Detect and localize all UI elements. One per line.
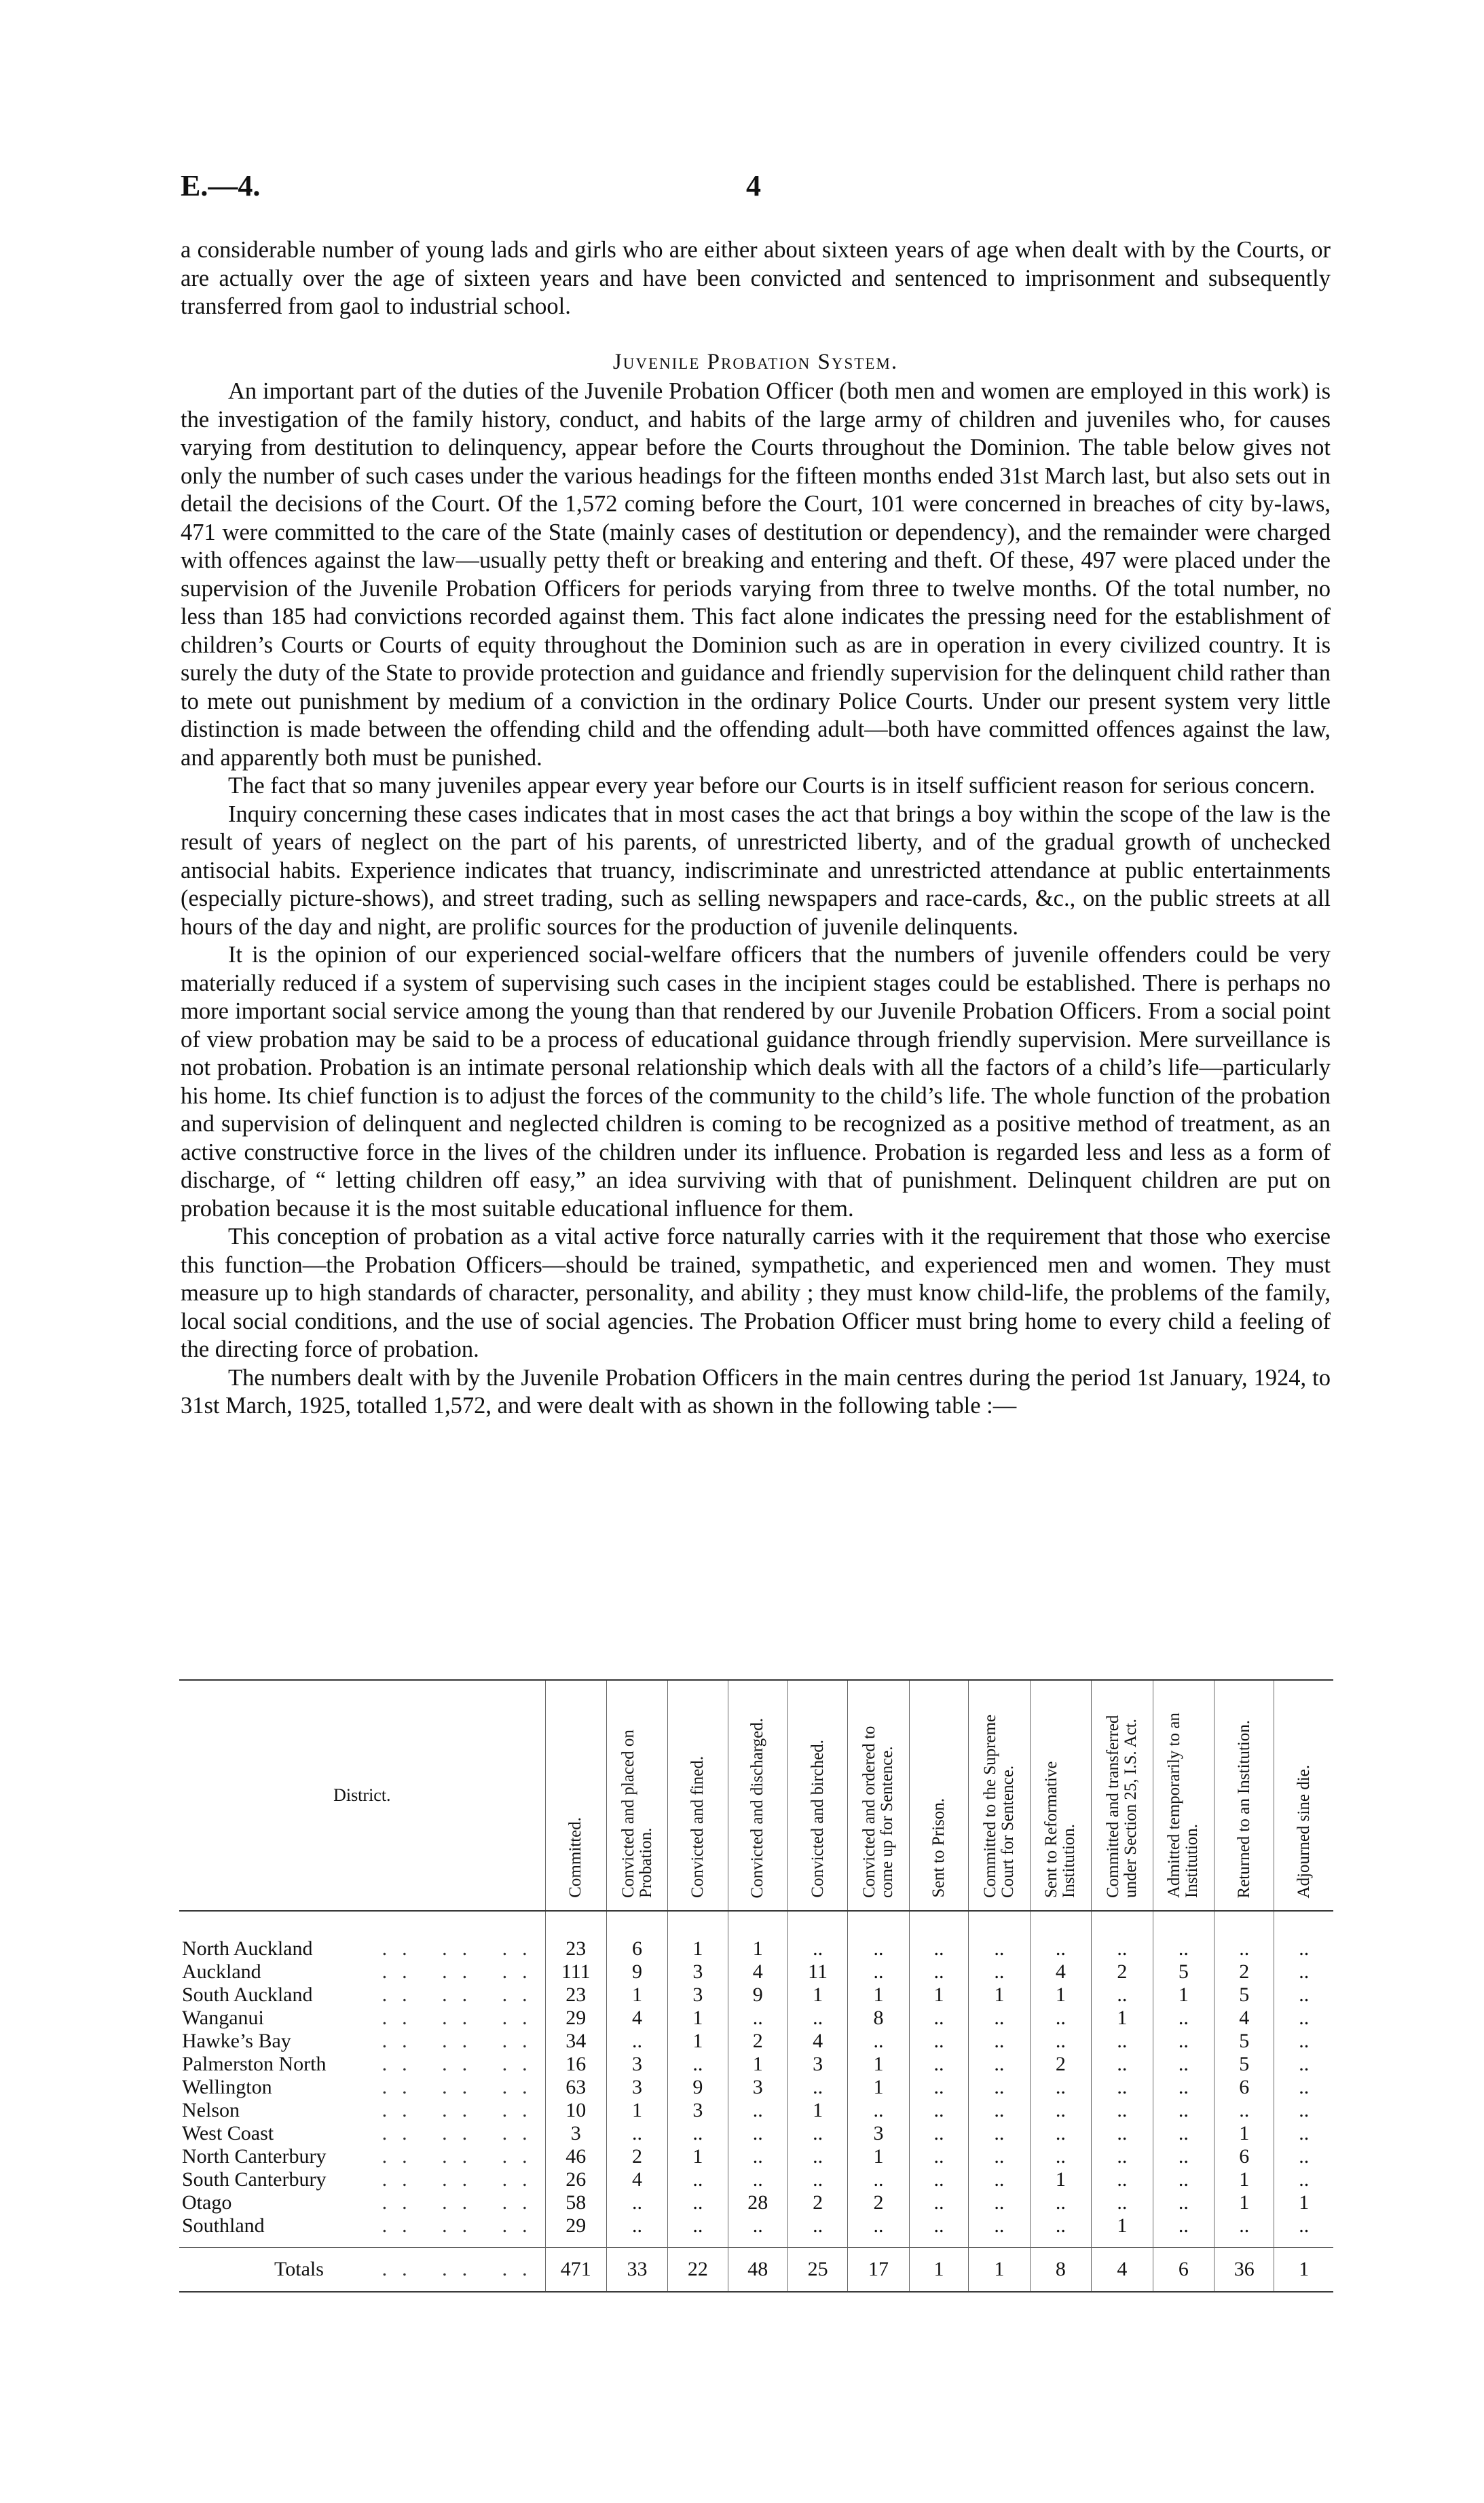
table-cell: .. <box>1092 2191 1153 2214</box>
table-cell: 34 <box>545 2030 606 2053</box>
table-cell: 6 <box>1214 2076 1274 2099</box>
table-cell: 2 <box>1214 1960 1274 1984</box>
column-header: Admitted temporarily to an Institution. <box>1153 1680 1214 1911</box>
table-cell: .. <box>1153 2122 1214 2145</box>
table-cell: .. <box>1214 1911 1274 1960</box>
table-cell: 1 <box>848 2145 909 2168</box>
table-cell: 9 <box>728 1984 787 2007</box>
totals-cell: 471 <box>545 2248 606 2292</box>
table-cell: .. <box>1153 2053 1214 2076</box>
table-cell: .. <box>728 2122 787 2145</box>
table-cell: .. <box>1092 2168 1153 2191</box>
table-row <box>179 2053 1333 2076</box>
district-cell: Hawke’s Bay .. .. .. <box>182 2030 542 2052</box>
table-cell: 2 <box>728 2030 787 2053</box>
table-cell: 1 <box>848 2053 909 2076</box>
table-row <box>179 2076 1333 2099</box>
table-cell: .. <box>1030 2214 1091 2248</box>
district-cell: Southland .. .. .. <box>182 2214 542 2237</box>
table-cell: .. <box>969 2191 1030 2214</box>
table-cell: .. <box>787 2122 847 2145</box>
table-cell: 26 <box>545 2168 606 2191</box>
table-row <box>179 2214 1333 2248</box>
column-header: Convicted and birched. <box>787 1680 847 1911</box>
table-cell: .. <box>787 2007 847 2030</box>
table-cell: .. <box>909 2053 968 2076</box>
table-cell: .. <box>606 2214 667 2248</box>
table-cell: 4 <box>1214 2007 1274 2030</box>
table-cell: .. <box>1092 2076 1153 2099</box>
table-row <box>179 2007 1333 2030</box>
table-cell: 8 <box>848 2007 909 2030</box>
table-cell: .. <box>1092 2145 1153 2168</box>
district-cell: North Auckland .. .. .. <box>182 1937 542 1960</box>
table-cell: .. <box>1092 2030 1153 2053</box>
table-cell: .. <box>1274 1984 1333 2007</box>
table-cell: 2 <box>1092 1960 1153 1984</box>
table-cell: .. <box>969 2007 1030 2030</box>
table-cell: .. <box>1030 2007 1091 2030</box>
table-cell: 1 <box>1274 2191 1333 2214</box>
table-cell: 1 <box>668 1911 728 1960</box>
table-cell: 4 <box>787 2030 847 2053</box>
table-cell: 2 <box>787 2191 847 2214</box>
table-cell: .. <box>969 2076 1030 2099</box>
table-cell: 2 <box>848 2191 909 2214</box>
table-cell: .. <box>1153 2145 1214 2168</box>
table-row <box>179 2030 1333 2053</box>
table-header-row <box>179 1680 1333 1911</box>
table-cell: .. <box>1092 2053 1153 2076</box>
table-cell: .. <box>969 1911 1030 1960</box>
table-cell: .. <box>668 2053 728 2076</box>
district-cell: Auckland .. .. .. <box>182 1960 542 1983</box>
totals-cell: 33 <box>606 2248 667 2292</box>
table-cell: .. <box>909 1960 968 1984</box>
table-cell: .. <box>1274 2168 1333 2191</box>
table-cell: .. <box>969 2099 1030 2122</box>
table-cell: .. <box>969 2030 1030 2053</box>
table-cell: .. <box>787 2214 847 2248</box>
table-cell: 1 <box>787 1984 847 2007</box>
table-cell: 2 <box>1030 2053 1091 2076</box>
table-cell: 4 <box>728 1960 787 1984</box>
totals-cell: 1 <box>909 2248 968 2292</box>
table-cell: .. <box>668 2168 728 2191</box>
paragraph: An important part of the duties of the Juvenile Probation Officer (both men and women are employed in this work) is the investigation of the family history, conduct, and habits of the large army of children and juveniles who, for causes varying from destitution to delinquency, appear before the Courts throughout the Dominion. The table below gives not only the number of such cases under the various headings for the fifteen months ended 31st March last, but also sets out in detail the decisions of the Court. Of the 1,572 coming before the Court, 101 were concerned in breaches of city by-laws, 471 were committed to the care of the State (mainly cases of destitution or dependency), and the remainder were charged with offences against the law—usually petty theft or breaking and entering and theft. Of these, 497 were placed under the supervision of the Juvenile Probation Officers for periods varying from three to twelve months. Of the total number, no less than 185 had convictions recorded against them. This fact alone indicates the pressing need for the establishment of children’s Courts or Courts of equity throughout the Dominion such as are in operation in every civilized country. It is surely the duty of the State to provide protection and guidance and friendly supervision for the delinquent child rather than to mete out punishment by medium of a conviction in the ordinary Police Courts. Under our present system very little distinction is made between the offending child and the offending adult—both have committed offences against the law, and apparently both must be punished. <box>181 378 1331 771</box>
table-cell: .. <box>1274 2145 1333 2168</box>
column-header: Sent to Prison. <box>909 1680 968 1911</box>
table-cell: 16 <box>545 2053 606 2076</box>
district-cell: Wellington .. .. .. <box>182 2076 542 2098</box>
table-cell: 3 <box>606 2053 667 2076</box>
table-cell: 46 <box>545 2145 606 2168</box>
table-cell: .. <box>1274 2053 1333 2076</box>
table-cell: .. <box>848 2030 909 2053</box>
table-cell: .. <box>728 2099 787 2122</box>
table-cell: .. <box>909 2099 968 2122</box>
table-cell: 1 <box>1030 1984 1091 2007</box>
table-cell: 5 <box>1214 2030 1274 2053</box>
table-cell: .. <box>606 2191 667 2214</box>
table-cell: 3 <box>848 2122 909 2145</box>
table-cell: 1 <box>909 1984 968 2007</box>
table-cell: 1 <box>787 2099 847 2122</box>
totals-cell: 17 <box>848 2248 909 2292</box>
probation-table <box>179 1679 1333 2293</box>
table-cell: .. <box>787 2145 847 2168</box>
table-cell: .. <box>909 2214 968 2248</box>
table-cell: 58 <box>545 2191 606 2214</box>
totals-cell: 8 <box>1030 2248 1091 2292</box>
column-header: Committed and transferred under Section 25, I.S. Act. <box>1092 1680 1153 1911</box>
column-header: Convicted and placed on Probation. <box>606 1680 667 1911</box>
table-cell: .. <box>606 2122 667 2145</box>
table-row <box>179 1960 1333 1984</box>
table-row <box>179 2099 1333 2122</box>
totals-cell: 6 <box>1153 2248 1214 2292</box>
table-cell: .. <box>668 2122 728 2145</box>
column-header: Adjourned sine die. <box>1274 1680 1333 1911</box>
paragraph-continued: a considerable number of young lads and girls who are either about sixteen years of age when dealt with by the Courts, or are actually over the age of sixteen years and have been convicted and sentenced to imprisonment and subsequently transferred from gaol to industrial school. <box>181 237 1331 319</box>
body-text <box>181 236 1331 1421</box>
table-row <box>179 1911 1333 1960</box>
table-cell: .. <box>1030 1911 1091 1960</box>
column-header: Returned to an Institution. <box>1214 1680 1274 1911</box>
table-cell: .. <box>1092 2122 1153 2145</box>
table-cell: 1 <box>1153 1984 1214 2007</box>
table-cell: .. <box>1214 2214 1274 2248</box>
table-cell: .. <box>848 1911 909 1960</box>
table-cell: 1 <box>848 1984 909 2007</box>
table-cell: .. <box>1030 2122 1091 2145</box>
district-cell: North Canterbury .. .. .. <box>182 2145 542 2168</box>
table-cell: .. <box>1274 1960 1333 1984</box>
table-cell: .. <box>1274 2076 1333 2099</box>
table-cell: 2 <box>606 2145 667 2168</box>
table-cell: 1 <box>668 2030 728 2053</box>
paragraph: It is the opinion of our experienced social-welfare officers that the numbers of juvenile offenders could be very materially reduced if a system of supervising such cases in the incipient stages could be established. There is perhaps no more important social service among the young than that rendered by our Juvenile Probation Officers. From a social point of view probation may be said to be a process of educational guidance through friendly supervision. Mere surveillance is not probation. Probation is an intimate personal relationship which deals with all the factors of a child’s life—particularly his home. Its chief function is to adjust the forces of the community to the child’s life. The whole function of the probation and supervision of delinquent and neglected children is coming to be recognized as a positive method of treatment, as an active constructive force in the lives of the children under its influence. Probation is regarded less and less as a form of discharge, of “ letting children off easy,” an idea surviving with that of punishment. Delinquent children are put on probation because it is the most suitable educational influence for them. <box>181 942 1331 1222</box>
table-cell: 1 <box>668 2145 728 2168</box>
table-cell: .. <box>1092 2099 1153 2122</box>
column-header-district: District. <box>179 1680 545 1911</box>
paragraph: This conception of probation as a vital active force naturally carries with it the requirement that those who exercise this function—the Probation Officers—should be trained, sympathetic, and experienced men and women. They must measure up to high standards of character, personality, and ability ; they must know child-life, the problems of the family, local social conditions, and the use of social agencies. The Probation Officer must bring home to every child a feeling of the directing force of probation. <box>181 1224 1331 1362</box>
table-cell: .. <box>1274 2099 1333 2122</box>
table-cell: 3 <box>668 1960 728 1984</box>
table-cell: 1 <box>848 2076 909 2099</box>
table-cell: .. <box>909 2076 968 2099</box>
table-cell: .. <box>969 1960 1030 1984</box>
table-cell: .. <box>1153 2099 1214 2122</box>
table-cell: .. <box>787 1911 847 1960</box>
table-cell: 3 <box>606 2076 667 2099</box>
table-cell: .. <box>668 2214 728 2248</box>
table-cell: 63 <box>545 2076 606 2099</box>
page-header <box>181 168 1327 209</box>
totals-cell: 25 <box>787 2248 847 2292</box>
table-cell: .. <box>1214 2099 1274 2122</box>
table-cell: .. <box>728 2145 787 2168</box>
table-cell: 29 <box>545 2214 606 2248</box>
totals-cell: 1 <box>1274 2248 1333 2292</box>
table-row <box>179 2168 1333 2191</box>
table-cell: .. <box>606 2030 667 2053</box>
table-row <box>179 1984 1333 2007</box>
district-cell: Otago .. .. .. <box>182 2191 542 2214</box>
table-cell: .. <box>728 2214 787 2248</box>
table-cell: .. <box>1030 2099 1091 2122</box>
table-cell: .. <box>969 2214 1030 2248</box>
table-cell: 5 <box>1214 2053 1274 2076</box>
district-cell: Palmerston North .. .. .. <box>182 2053 542 2075</box>
table-cell: .. <box>728 2168 787 2191</box>
page-number: 4 <box>746 169 761 202</box>
table-cell: .. <box>1153 1911 1214 1960</box>
table-cell: 28 <box>728 2191 787 2214</box>
table-cell: .. <box>1030 2030 1091 2053</box>
table-cell: .. <box>909 2122 968 2145</box>
table-cell: .. <box>1274 2007 1333 2030</box>
table-cell: 3 <box>668 2099 728 2122</box>
column-header: Convicted and ordered to come up for Sentence. <box>848 1680 909 1911</box>
table-cell: .. <box>909 2191 968 2214</box>
table-cell: .. <box>848 2168 909 2191</box>
table-cell: .. <box>848 1960 909 1984</box>
table-cell: .. <box>969 2145 1030 2168</box>
table-cell: 9 <box>668 2076 728 2099</box>
table-cell: .. <box>1153 2030 1214 2053</box>
table-cell: .. <box>1092 1984 1153 2007</box>
table-cell: 1 <box>728 1911 787 1960</box>
table-cell: 1 <box>728 2053 787 2076</box>
table-cell: 1 <box>1214 2122 1274 2145</box>
table-cell: 1 <box>1214 2168 1274 2191</box>
table-cell: .. <box>668 2191 728 2214</box>
table-cell: 1 <box>606 2099 667 2122</box>
column-header: Convicted and fined. <box>668 1680 728 1911</box>
district-cell: South Auckland .. .. .. <box>182 1984 542 2006</box>
paragraph: The numbers dealt with by the Juvenile Probation Officers in the main centres during the period 1st January, 1924, to 31st March, 1925, totalled 1,572, and were dealt with as shown in the following table :— <box>181 1364 1331 1419</box>
table-cell: .. <box>787 2168 847 2191</box>
district-cell: Nelson .. .. .. <box>182 2099 542 2121</box>
table-cell: .. <box>1153 2076 1214 2099</box>
table-cell: .. <box>1153 2214 1214 2248</box>
table-cell: .. <box>1030 2191 1091 2214</box>
table-cell: 3 <box>787 2053 847 2076</box>
column-header: Committed. <box>545 1680 606 1911</box>
table-cell: 6 <box>606 1911 667 1960</box>
table-cell: .. <box>909 2145 968 2168</box>
table-cell: 9 <box>606 1960 667 1984</box>
section-heading: Juvenile Probation System. <box>612 349 899 374</box>
paragraph: The fact that so many juveniles appear every year before our Courts is in itself sufficient reason for serious concern. <box>228 773 1316 799</box>
table-cell: .. <box>1153 2191 1214 2214</box>
table-cell: 3 <box>668 1984 728 2007</box>
totals-cell: 22 <box>668 2248 728 2292</box>
table-body <box>179 1911 1333 2292</box>
table-cell: 4 <box>606 2007 667 2030</box>
table-cell: 23 <box>545 1911 606 1960</box>
totals-cell: 36 <box>1214 2248 1274 2292</box>
table-row <box>179 2145 1333 2168</box>
table-cell: .. <box>1274 2214 1333 2248</box>
table-cell: 5 <box>1153 1960 1214 1984</box>
totals-label: Totals .. .. .. <box>179 2248 545 2292</box>
table-cell: 1 <box>1214 2191 1274 2214</box>
district-cell: South Canterbury .. .. .. <box>182 2168 542 2191</box>
report-reference: E.—4. <box>181 169 261 202</box>
column-header: Committed to the Supreme Court for Sentence. <box>969 1680 1030 1911</box>
statistics-table <box>179 1679 1333 2293</box>
table-cell: 1 <box>1092 2214 1153 2248</box>
table-cell: .. <box>909 2007 968 2030</box>
table-cell: .. <box>969 2122 1030 2145</box>
table-cell: .. <box>1274 1911 1333 1960</box>
table-cell: .. <box>1030 2076 1091 2099</box>
totals-row <box>179 2248 1333 2292</box>
table-cell: 23 <box>545 1984 606 2007</box>
table-cell: .. <box>909 2030 968 2053</box>
table-cell: 10 <box>545 2099 606 2122</box>
table-cell: .. <box>1153 2168 1214 2191</box>
table-cell: 1 <box>969 1984 1030 2007</box>
table-cell: .. <box>1030 2145 1091 2168</box>
table-cell: .. <box>1274 2122 1333 2145</box>
column-header: Sent to Reformative Institution. <box>1030 1680 1091 1911</box>
paragraph: Inquiry concerning these cases indicates that in most cases the act that brings a boy within the scope of the law is the result of years of neglect on the part of his parents, of unrestricted liberty, and of the gradual growth of unchecked antisocial habits. Experience indicates that truancy, indiscriminate and unrestricted attendance at public entertainments (especially picture-shows), and street trading, such as selling newspapers and race-cards, &c., on the public streets at all hours of the day and night, are prolific sources for the production of juvenile delinquents. <box>181 801 1331 940</box>
table-cell: 5 <box>1214 1984 1274 2007</box>
district-cell: West Coast .. .. .. <box>182 2122 542 2144</box>
table-cell: 1 <box>1092 2007 1153 2030</box>
table-cell: .. <box>969 2168 1030 2191</box>
table-row <box>179 2122 1333 2145</box>
table-cell: 11 <box>787 1960 847 1984</box>
table-cell: 4 <box>606 2168 667 2191</box>
column-header: Convicted and discharged. <box>728 1680 787 1911</box>
table-cell: .. <box>848 2099 909 2122</box>
table-cell: 6 <box>1214 2145 1274 2168</box>
table-cell: .. <box>969 2053 1030 2076</box>
table-cell: 111 <box>545 1960 606 1984</box>
table-cell: .. <box>728 2007 787 2030</box>
district-cell: Wanganui .. .. .. <box>182 2007 542 2029</box>
table-cell: .. <box>1153 2007 1214 2030</box>
table-cell: 3 <box>545 2122 606 2145</box>
table-cell: 29 <box>545 2007 606 2030</box>
totals-cell: 48 <box>728 2248 787 2292</box>
table-cell: .. <box>848 2214 909 2248</box>
table-cell: .. <box>909 1911 968 1960</box>
table-cell: 4 <box>1030 1960 1091 1984</box>
table-cell: .. <box>909 2168 968 2191</box>
table-cell: .. <box>787 2076 847 2099</box>
table-row <box>179 2191 1333 2214</box>
table-cell: .. <box>1092 1911 1153 1960</box>
totals-cell: 1 <box>969 2248 1030 2292</box>
table-cell: 1 <box>668 2007 728 2030</box>
table-cell: .. <box>1274 2030 1333 2053</box>
table-cell: 3 <box>728 2076 787 2099</box>
totals-cell: 4 <box>1092 2248 1153 2292</box>
table-cell: 1 <box>1030 2168 1091 2191</box>
table-cell: 1 <box>606 1984 667 2007</box>
